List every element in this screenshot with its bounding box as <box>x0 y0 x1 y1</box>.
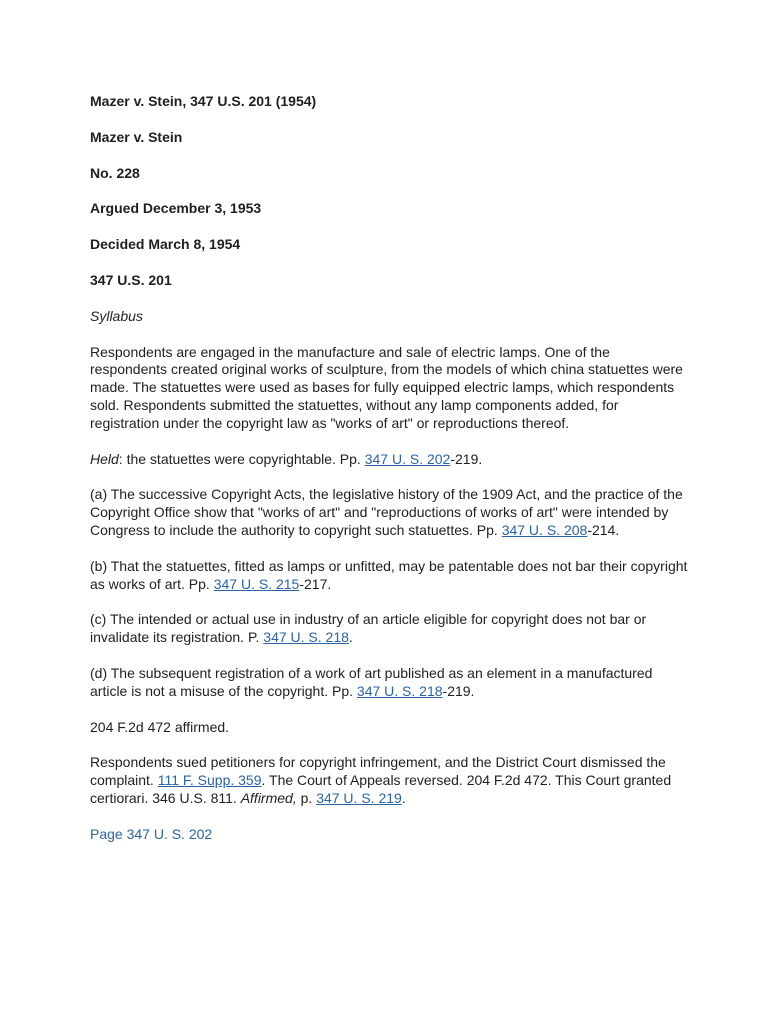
held-suffix: -219. <box>450 450 483 467</box>
point-a-text: (a) The successive Copyright Acts, the legislative history of the 1909 Act, and the practice of the Copyright Office show that "works of art" and "reproductions of works of art" were intended by Congress to include the authority to copyright such statuettes. Pp. <box>90 486 683 538</box>
district-court-citation-link[interactable]: 111 F. Supp. 359 <box>157 772 262 789</box>
point-a-paragraph <box>90 486 690 539</box>
proceedings-text-3: p. <box>296 789 317 806</box>
point-b-citation-link[interactable]: 347 U. S. 215 <box>213 575 300 592</box>
case-name: Mazer v. Stein <box>90 128 183 145</box>
page-reference: Page 347 U. S. 202 <box>90 825 213 842</box>
point-c-citation-link[interactable]: 347 U. S. 218 <box>263 629 349 646</box>
decided-date: Decided March 8, 1954 <box>90 236 241 253</box>
held-label: Held <box>90 450 119 467</box>
point-a-citation-link[interactable]: 347 U. S. 208 <box>501 521 588 538</box>
held-text: : the statuettes were copyrightable. Pp. <box>118 450 365 467</box>
affirmed-citation-link[interactable]: 347 U. S. 219 <box>316 789 402 806</box>
affirmed-line: 204 F.2d 472 affirmed. <box>90 718 230 735</box>
point-b-paragraph <box>90 558 690 594</box>
held-paragraph <box>90 451 690 469</box>
syllabus-heading: Syllabus <box>90 307 143 324</box>
point-c-suffix: . <box>348 629 353 646</box>
proceedings-text-2: . The Court of Appeals reversed. 204 F.2d 472. This Court granted certiorari. 346 U.S. 811. <box>90 772 672 806</box>
point-c-paragraph <box>90 611 690 647</box>
case-document <box>90 93 690 862</box>
affirmed-word: Affirmed, <box>240 789 297 806</box>
case-citation: Mazer v. Stein, 347 U.S. 201 (1954) <box>90 93 317 109</box>
point-b-text: (b) That the statuettes, fitted as lamps or unfitted, may be patentable does not bar their copyright as works of art. Pp. <box>90 557 688 592</box>
point-d-paragraph <box>90 665 690 701</box>
proceedings-paragraph <box>90 754 690 807</box>
point-d-suffix: -219. <box>442 682 475 699</box>
intro-paragraph: Respondents are engaged in the manufacture and sale of electric lamps. One of the respondents created original works of sculpture, from the models of which china statuettes were made. The statuettes were used as bases for fully equipped electric lamps, which respondents sold. Respondents submitted the statuettes, without any lamp components added, for registration under the copyright law as "works of art" or reproductions thereof. <box>90 343 683 431</box>
argued-date: Argued December 3, 1953 <box>90 200 262 217</box>
point-d-citation-link[interactable]: 347 U. S. 218 <box>356 682 443 699</box>
point-a-suffix: -214. <box>587 521 620 538</box>
held-citation-link[interactable]: 347 U. S. 202 <box>364 450 451 467</box>
reporter-citation: 347 U.S. 201 <box>90 271 172 288</box>
point-b-suffix: -217. <box>299 575 332 592</box>
proceedings-text-1: Respondents sued petitioners for copyright infringement, and the District Court dismissed the complaint. <box>90 754 666 789</box>
point-d-text: (d) The subsequent registration of a work of art published as an element in a manufactured article is not a misuse of the copyright. Pp. <box>90 664 653 699</box>
point-c-text: (c) The intended or actual use in industry of an article eligible for copyright does not bar or invalidate its registration. P. <box>90 611 647 646</box>
docket-number: No. 228 <box>90 164 140 181</box>
proceedings-suffix: . <box>401 789 406 806</box>
